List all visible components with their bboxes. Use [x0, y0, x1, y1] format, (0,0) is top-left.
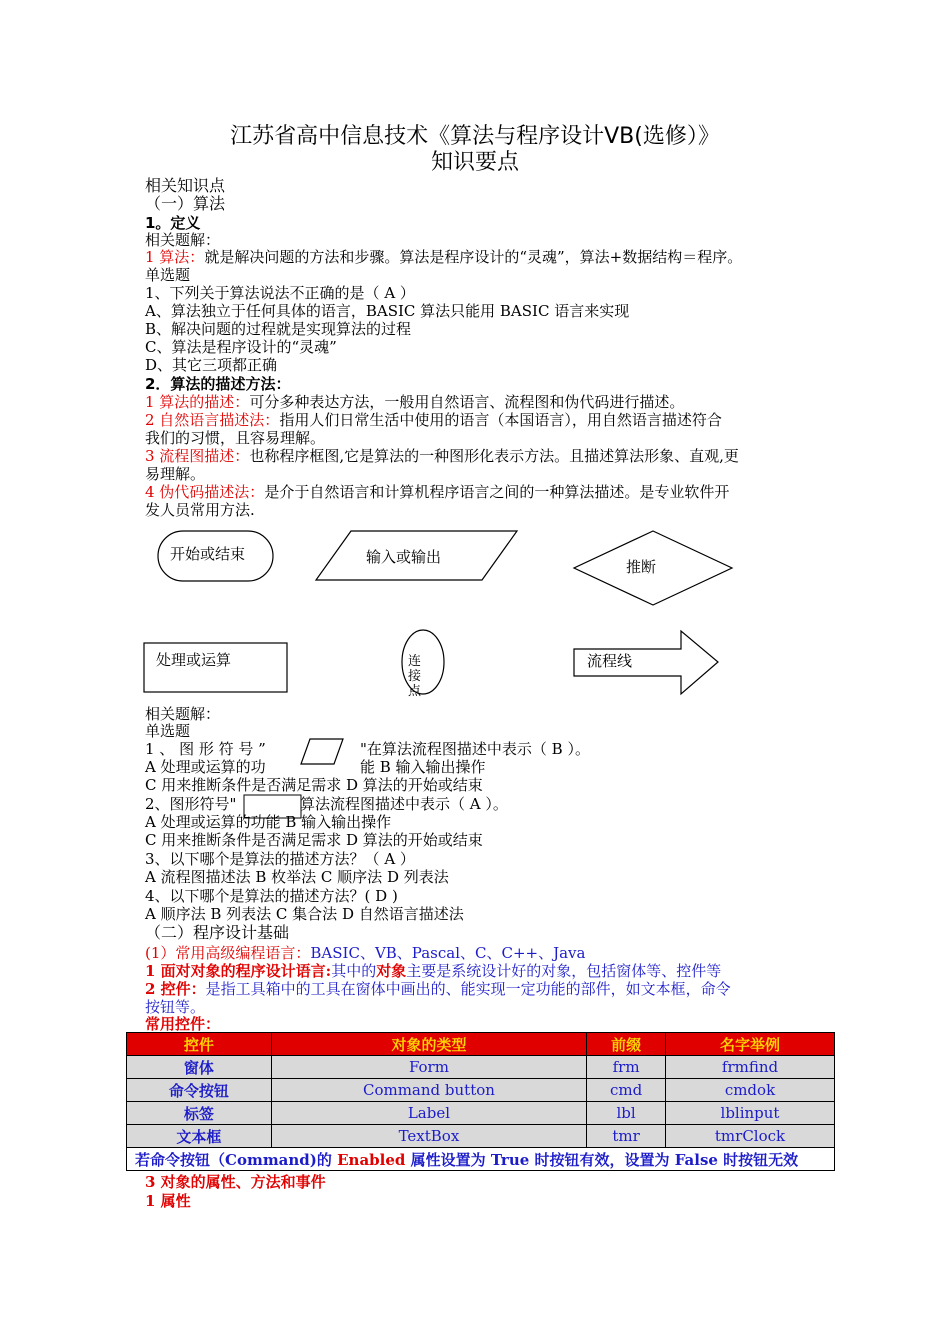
desc-4: 4 伪代码描述法：是介于自然语言和计算机程序语言之间的一种算法描述。是专业软件开 [145, 483, 730, 501]
label-related-problems: 相关题解： [145, 231, 221, 249]
control-def: 2 控件：是指工具箱中的工具在窗体中画出的、能实现一定功能的部件，如文本框，命令 [145, 980, 731, 998]
desc-2: 2 自然语言描述法：指用人们日常生活中使用的语言（本国语言），用自然语言描述符合 [145, 411, 722, 429]
desc-3: 3 流程图描述：也称程序框图,它是算法的一种图形化表示方法。且描述算法形象、直观,更 [145, 447, 739, 465]
desc-4-cont: 发人员常用方法. [145, 501, 255, 519]
io-label: 输入或输出 [366, 548, 442, 566]
question-2-option-a: A 处理或运算的功 [145, 758, 266, 776]
question-2-option-cd: C 用来推断条件是否满足需求 D 算法的开始或结束 [145, 776, 483, 794]
start-end-label: 开始或结束 [170, 545, 246, 563]
table-row: 窗体 Form frm frmfind [127, 1056, 835, 1079]
question-2-post: "在算法流程图描述中表示（ B ）。 [360, 740, 590, 758]
section-definition: 1。定义 [145, 214, 201, 232]
question-3-post: 算法流程图描述中表示（ A ）。 [300, 795, 508, 813]
connector-label-2: 接 [408, 669, 422, 684]
question-1: 1、下列关于算法说法不正确的是（ A ） [145, 284, 415, 302]
question-4: 3、以下哪个是算法的描述方法？（ A ） [145, 850, 415, 868]
header-prefix: 前缀 [587, 1033, 666, 1056]
page-subtitle: 知识要点 [430, 150, 519, 175]
page-title: 江苏省高中信息技术《算法与程序设计VB(选修）》 [230, 124, 720, 149]
decision-label: 推断 [626, 558, 657, 576]
desc-1: 1 算法的描述：可分多种表达方法，一般用自然语言、流程图和伪代码进行描述。 [145, 393, 685, 411]
prog-languages: (1）常用高级编程语言：BASIC、VB、Pascal、C、C++、Java [145, 944, 586, 962]
process-label: 处理或运算 [156, 651, 232, 669]
section-related: 相关知识点 [145, 176, 226, 195]
table-row: 文本框 TextBox tmr tmrClock [127, 1125, 835, 1148]
label-single-choice-2: 单选题 [145, 722, 191, 740]
section-programming: （二）程序设计基础 [145, 923, 290, 942]
table-row: 命令按钮 Command button cmd cmdok [127, 1079, 835, 1102]
question-1-option-b: B、解决问题的过程就是实现算法的过程 [145, 320, 412, 338]
label-related-problems-2: 相关题解： [145, 705, 221, 723]
question-5: 4、以下哪个是算法的描述方法？( D ) [145, 887, 398, 905]
common-controls-label: 常用控件： [145, 1015, 221, 1033]
header-name-example: 名字举例 [666, 1033, 835, 1056]
flowline-label: 流程线 [587, 652, 633, 670]
question-2-option-b: 能 B 输入输出操作 [360, 758, 486, 776]
connector-label-1: 连 [408, 654, 422, 669]
desc-3-cont: 易理解。 [145, 465, 206, 483]
desc-2-cont: 我们的习惯，且容易理解。 [145, 429, 326, 447]
oop-line: 1 面对对象的程序设计语言:其中的对象主要是系统设计好的对象，包括窗体等、控件等 [145, 962, 722, 980]
header-object-type: 对象的类型 [271, 1033, 586, 1056]
section-properties: 1 属性 [145, 1192, 191, 1210]
question-3-option-cd: C 用来推断条件是否满足需求 D 算法的开始或结束 [145, 831, 483, 849]
table-header-row [127, 1033, 835, 1056]
control-def-cont: 按钮等。 [145, 998, 206, 1016]
algorithm-definition: 1 算法：就是解决问题的方法和步骤。算法是程序设计的“灵魂”，算法+数据结构＝程序。 [145, 248, 743, 266]
question-4-options: A 流程图描述法 B 枚举法 C 顺序法 D 列表法 [145, 868, 449, 886]
question-1-option-c: C、算法是程序设计的“灵魂” [145, 338, 337, 356]
question-3-option-ab: A 处理或运算的功能 B 输入输出操作 [145, 813, 392, 831]
enabled-note: 若命令按钮（Command)的 Enabled 属性设置为 True 时按钮有效，设置为 False 时按钮无效 [127, 1148, 835, 1171]
controls-table [126, 1032, 835, 1171]
section-description-methods: 2．算法的描述方法： [145, 375, 291, 393]
term: 1 算法： [145, 248, 205, 266]
section-algorithm: （一）算法 [145, 194, 226, 213]
question-1-option-d: D、其它三项都正确 [145, 356, 278, 374]
table-row: 标签 Label lbl lblinput [127, 1102, 835, 1125]
question-3-pre: 2、图形符号" [145, 795, 237, 813]
question-1-option-a: A、算法独立于任何具体的语言，BASIC 算法只能用 BASIC 语言来实现 [145, 302, 630, 320]
label-single-choice: 单选题 [145, 266, 191, 284]
section-properties-methods-events: 3 对象的属性、方法和事件 [145, 1173, 326, 1191]
question-2-pre: 1 、 图 形 符 号 ” [145, 740, 266, 758]
table-note-row [127, 1148, 835, 1171]
question-5-options: A 顺序法 B 列表法 C 集合法 D 自然语言描述法 [145, 905, 464, 923]
connector-label-3: 点 [408, 684, 422, 699]
io-symbol-inline [301, 739, 343, 764]
header-control: 控件 [127, 1033, 272, 1056]
